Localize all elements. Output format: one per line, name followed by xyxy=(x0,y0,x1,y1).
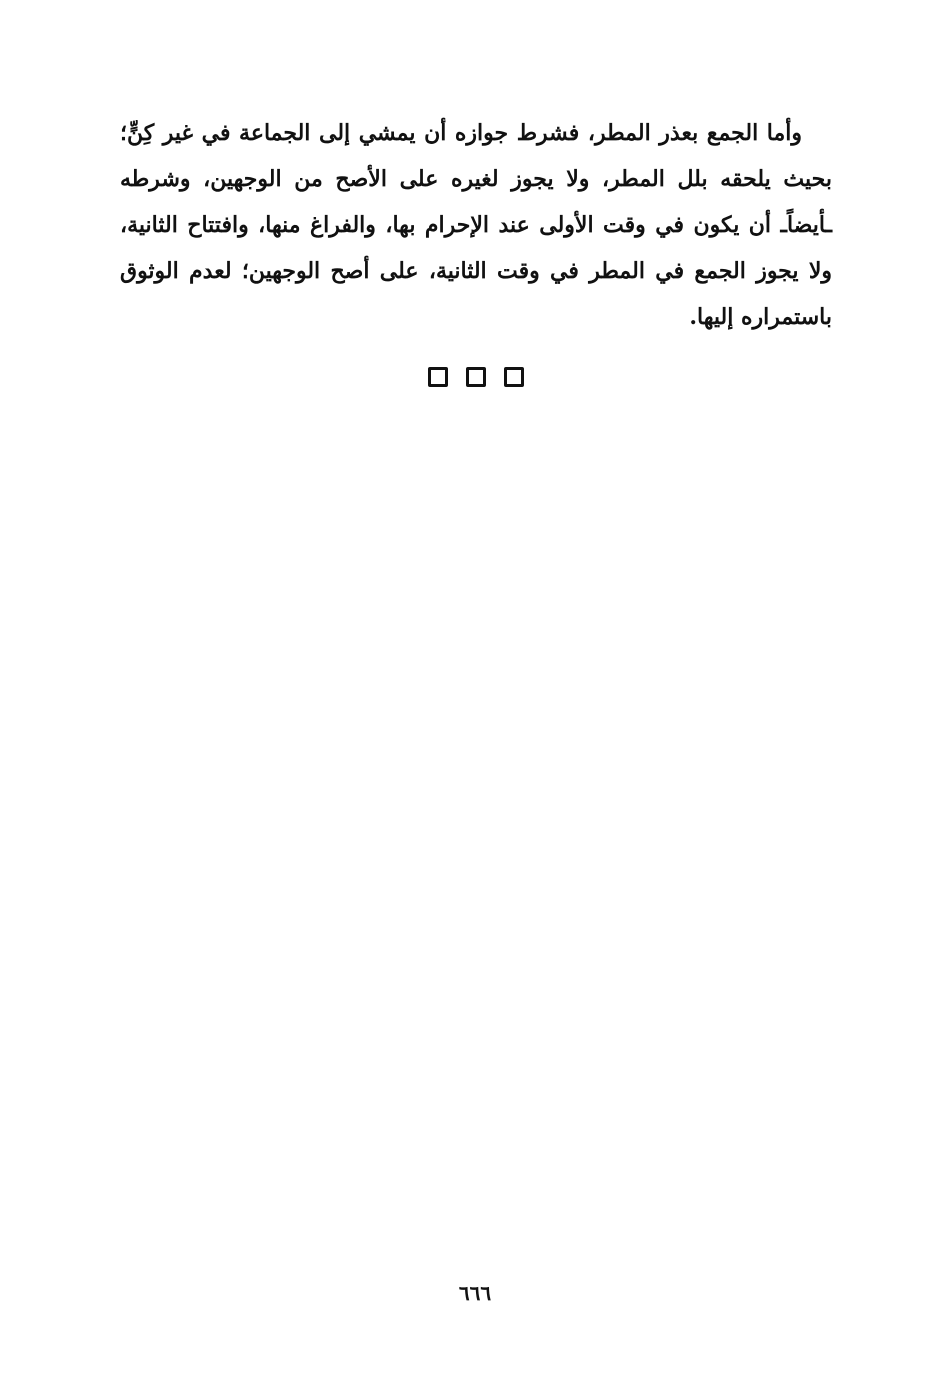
paragraph-line-2: بحيث يلحقه بلل المطر، ولا يجوز لغيره على الأصح من الوجهين، وشرطه xyxy=(120,166,832,192)
separator-square-icon xyxy=(466,367,486,387)
body-paragraph xyxy=(120,110,832,340)
paragraph-line-5: باستمراره إليها. xyxy=(689,304,832,330)
paragraph-line-1: وأما الجمع بعذر المطر، فشرط جوازه أن يمشي إلى الجماعة في غير كِنٍّ؛ xyxy=(120,120,802,146)
separator-square-icon xyxy=(428,367,448,387)
section-separator xyxy=(428,367,524,387)
separator-square-icon xyxy=(504,367,524,387)
paragraph-line-4: ولا يجوز الجمع في المطر في وقت الثانية، على أصح الوجهين؛ لعدم الوثوق xyxy=(120,258,832,284)
paragraph-line-3: ـأيضاًـ أن يكون في وقت الأولى عند الإحرام بها، والفراغ منها، وافتتاح الثانية، xyxy=(120,212,832,238)
page-number: ٦٦٦ xyxy=(458,1281,492,1305)
